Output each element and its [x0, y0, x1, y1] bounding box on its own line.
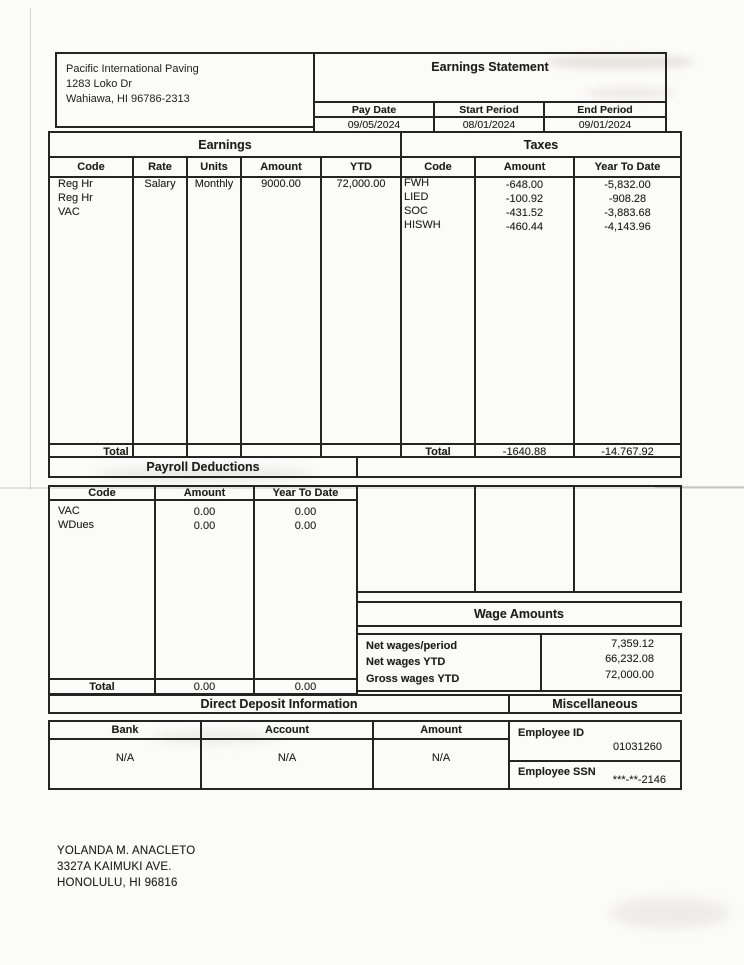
- dd-header-account: Account: [265, 724, 309, 736]
- tax-row-code: FWH: [404, 177, 430, 189]
- start-period-label: Start Period: [435, 103, 545, 116]
- tax-row-ytd: -908.28: [608, 193, 647, 205]
- employee-id-label: Employee ID: [518, 727, 585, 739]
- earnings-total-label: Total: [103, 446, 129, 458]
- dd-header-amount: Amount: [420, 724, 462, 736]
- earnings-header-units: Units: [188, 158, 242, 176]
- recipient-name: YOLANDA M. ANACLETO: [57, 845, 196, 857]
- wage-row-label: Net wages YTD: [366, 656, 446, 668]
- company-name: Pacific International Paving: [66, 63, 199, 75]
- deductions-total-amount: 0.00: [193, 681, 216, 693]
- pay-date-value: 09/05/2024: [315, 118, 435, 131]
- tax-row-ytd: -5,832.00: [604, 179, 651, 191]
- deductions-total-row: [48, 678, 358, 695]
- earnings-header-rate: Rate: [134, 158, 188, 176]
- recipient-address-block: [57, 843, 195, 891]
- tax-row-code: LIED: [404, 191, 429, 203]
- recipient-address-line2: HONOLULU, HI 96816: [57, 877, 178, 889]
- deductions-body: [48, 501, 358, 678]
- employee-ssn-value: ***-**-2146: [612, 774, 666, 786]
- earnings-header-code: Code: [50, 158, 134, 176]
- payroll-deductions-title: Payroll Deductions: [48, 456, 358, 478]
- earnings-row-code: Reg Hr: [58, 192, 93, 204]
- employee-id-value: 01031260: [613, 741, 662, 753]
- tax-row-code: HISWH: [404, 219, 441, 231]
- direct-deposit-title: Direct Deposit Information: [48, 694, 510, 714]
- scan-smudge: [610, 898, 730, 928]
- earnings-section-title: Earnings: [50, 133, 402, 156]
- deduction-row-amount: 0.00: [193, 506, 216, 518]
- tax-row-amount: -648.00: [505, 179, 544, 191]
- wage-row-value: 66,232.08: [605, 653, 654, 665]
- earnings-row-amount: 9000.00: [261, 178, 301, 190]
- taxes-header-code: Code: [402, 158, 476, 176]
- taxes-header-amount: Amount: [476, 158, 575, 176]
- tax-row-amount: -460.44: [505, 221, 544, 233]
- taxes-header-ytd: Year To Date: [594, 161, 661, 173]
- tax-row-amount: -431.52: [505, 207, 544, 219]
- empty-columns-box: [356, 485, 682, 593]
- tax-row-code: SOC: [404, 205, 428, 217]
- statement-title-box: [313, 52, 667, 103]
- wage-row-label: Gross wages YTD: [366, 673, 460, 685]
- deductions-header-code: Code: [50, 487, 156, 499]
- direct-deposit-table: [48, 720, 510, 790]
- tax-row-ytd: -4,143.96: [604, 221, 651, 233]
- deduction-row-ytd: 0.00: [294, 506, 317, 518]
- miscellaneous-title: Miscellaneous: [508, 694, 682, 714]
- tax-row-ytd: -3,883.68: [604, 207, 651, 219]
- wage-amounts-title: Wage Amounts: [356, 601, 682, 627]
- wage-row-label: Net wages/period: [366, 640, 458, 652]
- wage-row-value: 72,000.00: [605, 669, 654, 681]
- taxes-section-title: Taxes: [523, 137, 559, 152]
- wage-amounts-box: [356, 633, 682, 692]
- pay-date-label: Pay Date: [315, 103, 435, 116]
- earnings-header-ytd: YTD: [322, 158, 402, 176]
- earnings-row-units: Monthly: [194, 178, 234, 190]
- wage-row-value: 7,359.12: [611, 638, 654, 650]
- deductions-total-label: Total: [89, 681, 115, 693]
- recipient-address-line1: 3327A KAIMUKI AVE.: [57, 861, 172, 873]
- company-info-box: [55, 52, 315, 128]
- earnings-row-ytd: 72,000.00: [336, 178, 386, 190]
- deductions-total-ytd: 0.00: [294, 681, 317, 693]
- date-values-row: [313, 118, 667, 131]
- deduction-row-code: WDues: [58, 519, 95, 531]
- date-header-row: [313, 103, 667, 118]
- employee-ssn-label: Employee SSN: [518, 766, 596, 778]
- dd-amount-value: N/A: [431, 752, 451, 764]
- deductions-header-ytd: Year To Date: [272, 487, 339, 499]
- earnings-row-code: VAC: [58, 206, 80, 218]
- earnings-row-rate: Salary: [144, 178, 176, 190]
- deduction-row-ytd: 0.00: [294, 520, 317, 532]
- miscellaneous-box: [508, 720, 682, 790]
- company-address-line2: Wahiawa, HI 96786-2313: [66, 93, 190, 105]
- taxes-total-ytd: -14.767.92: [601, 446, 654, 458]
- earnings-header-amount: Amount: [242, 158, 322, 176]
- deductions-header-row: [48, 485, 358, 501]
- statement-title: Earnings Statement: [431, 60, 549, 74]
- earnings-row-code: Reg Hr: [58, 178, 93, 190]
- earnings-taxes-table: [48, 131, 682, 458]
- empty-band: [356, 456, 682, 478]
- deduction-row-code: VAC: [58, 505, 80, 517]
- start-period-value: 08/01/2024: [435, 118, 545, 131]
- tax-row-amount: -100.92: [505, 193, 544, 205]
- dd-account-value: N/A: [277, 752, 297, 764]
- scan-edge-line: [30, 8, 31, 490]
- end-period-value: 09/01/2024: [578, 118, 632, 131]
- deductions-header-amount: Amount: [156, 487, 255, 499]
- dd-header-bank: Bank: [111, 724, 139, 736]
- end-period-label: End Period: [577, 103, 633, 116]
- taxes-total-label: Total: [425, 446, 451, 458]
- taxes-total-amount: -1640.88: [502, 446, 547, 458]
- company-address-line1: 1283 Loko Dr: [66, 78, 133, 90]
- deduction-row-amount: 0.00: [193, 520, 216, 532]
- dd-bank-value: N/A: [115, 752, 135, 764]
